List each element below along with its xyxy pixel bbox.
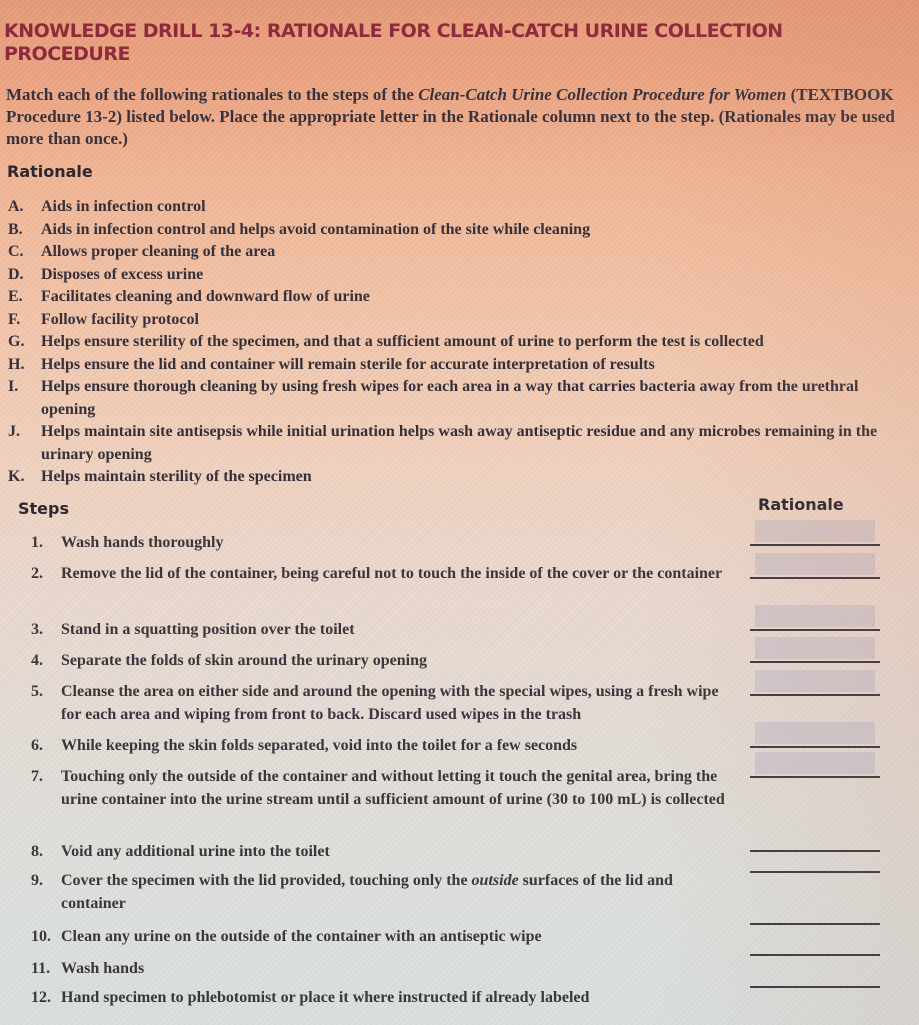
procedure-name: Clean-Catch Urine Collection Procedure for Women: [418, 85, 787, 104]
rationale-heading: Rationale: [7, 162, 93, 181]
step-8: [31, 841, 731, 864]
step-number: 11.: [31, 960, 51, 977]
rationale-text: Follow facility protocol: [41, 310, 199, 328]
answer-blank-step-3[interactable]: [750, 605, 880, 631]
steps-heading: Steps: [18, 499, 69, 518]
rationale-letter: G.: [8, 333, 25, 350]
step-text: Void any additional urine into the toilet: [61, 843, 330, 860]
answer-blank-step-2[interactable]: [750, 553, 880, 579]
rationale-letter: E.: [8, 288, 23, 305]
page-title: KNOWLEDGE DRILL 13-4: RATIONALE FOR CLEAN-CATCH URINE COLLECTION PROCEDURE: [4, 20, 783, 65]
step-number: 4.: [31, 652, 43, 669]
step-1: [31, 532, 731, 555]
rationale-letter: B.: [8, 220, 23, 238]
step-11: [31, 958, 731, 981]
step-text: Wash hands: [61, 960, 145, 977]
step-12: [31, 987, 731, 1010]
rationale-item-c: [8, 241, 908, 264]
rationale-item-i: [8, 376, 908, 421]
instructions-text-pre: Match each of the following rationales to the steps of the: [6, 85, 419, 104]
step-3: [31, 619, 731, 642]
answer-blank-step-4[interactable]: [750, 637, 880, 663]
rationale-text: Helps ensure sterility of the specimen, and that a sufficient amount of urine to perform the test is collected: [41, 333, 764, 350]
rationale-item-a: [8, 196, 908, 219]
rationale-item-d: [8, 264, 908, 287]
step-2: [31, 563, 731, 586]
step-number: 10.: [31, 928, 51, 945]
step-text: Hand specimen to phlebotomist or place it where instructed if already labeled: [61, 989, 590, 1006]
step-text-emphasis: outside: [471, 872, 519, 889]
answer-blank-step-11[interactable]: [750, 930, 880, 956]
rationale-text: Disposes of excess urine: [41, 265, 204, 283]
instructions: [6, 84, 906, 150]
rationale-item-j: [8, 421, 908, 466]
answer-blank-step-6[interactable]: [750, 722, 880, 748]
step-text: While keeping the skin folds separated, void into the toilet for a few seconds: [61, 737, 578, 754]
rationale-text: Aids in infection control and helps avoid contamination of the site while cleaning: [41, 220, 591, 238]
rationale-text: Allows proper cleaning of the area: [41, 243, 276, 260]
rationale-letter: C.: [8, 243, 24, 260]
rationale-text: Helps maintain site antisepsis while initial urination helps wash away antiseptic residue and any microbes remaining in the urinary opening: [41, 423, 878, 463]
step-number: 2.: [31, 565, 43, 582]
rationale-letter: A.: [8, 198, 24, 215]
rationale-text: Facilitates cleaning and downward flow of urine: [41, 288, 370, 305]
answer-blank-step-9[interactable]: [750, 847, 880, 873]
step-6: [31, 735, 731, 758]
step-text: Cleanse the area on either side and around the opening with the special wipes, using a fresh wipe for each area and wiping from front to back. Discard used wipes in the trash: [61, 683, 719, 723]
step-number: 8.: [31, 843, 43, 860]
rationale-item-f: [8, 309, 908, 332]
step-number: 6.: [31, 737, 43, 754]
step-text-pre: Cover the specimen with the lid provided, touching only the: [61, 872, 472, 889]
step-text: [31, 870, 731, 915]
step-text-post: surfaces of the lid and container: [61, 872, 673, 912]
step-text: Stand in a squatting position over the toilet: [61, 621, 355, 638]
rationale-letter: J.: [8, 423, 20, 440]
step-text: Clean any urine on the outside of the container with an antiseptic wipe: [61, 928, 542, 945]
rationale-column-heading: Rationale: [758, 495, 844, 514]
answer-blank-step-12[interactable]: [750, 962, 880, 988]
instructions-text-post: (TEXTBOOK Procedure 13-2) listed below. Place the appropriate letter in the Rationale column next to the step. (Rationales may be used more than once.): [6, 85, 895, 148]
step-9: [31, 870, 731, 915]
step-text: Remove the lid of the container, being careful not to touch the inside of the cover or the container: [61, 565, 723, 582]
step-5: [31, 681, 731, 726]
rationale-item-b: [8, 219, 908, 242]
rationale-text: Helps ensure thorough cleaning by using fresh wipes for each area in a way that carries bacteria away from the urethral opening: [41, 378, 859, 418]
step-10: [31, 926, 731, 949]
rationale-letter: K.: [8, 468, 25, 485]
rationale-letter: I.: [8, 378, 19, 395]
rationale-letter: F.: [8, 310, 21, 328]
rationale-item-h: [8, 354, 908, 377]
step-text: Touching only the outside of the container and without letting it touch the genital area, bring the urine container into the urine stream until a sufficient amount of urine (30 to 100 mL) is collected: [61, 768, 725, 808]
answer-blank-step-1[interactable]: [750, 520, 880, 546]
rationale-text: Helps ensure the lid and container will remain sterile for accurate interpretation of results: [41, 355, 655, 373]
step-text: Separate the folds of skin around the urinary opening: [61, 652, 427, 669]
rationale-text: Aids in infection control: [41, 198, 206, 215]
step-number: 12.: [31, 989, 51, 1006]
rationale-item-k: [8, 466, 908, 489]
step-4: [31, 650, 731, 673]
step-number: 7.: [31, 768, 43, 785]
step-number: 5.: [31, 683, 43, 700]
answer-blank-step-7[interactable]: [750, 752, 880, 778]
step-number: 9.: [31, 872, 43, 889]
rationale-letter: H.: [8, 355, 25, 373]
answer-blank-step-5[interactable]: [750, 670, 880, 696]
rationale-item-e: [8, 286, 908, 309]
step-7: [31, 766, 731, 811]
rationale-letter: D.: [8, 265, 24, 283]
step-text: Wash hands thoroughly: [61, 534, 224, 551]
rationale-list: [8, 196, 908, 489]
step-number: 1.: [31, 534, 43, 551]
answer-blank-step-10[interactable]: [750, 899, 880, 925]
rationale-text: Helps maintain sterility of the specimen: [41, 468, 312, 485]
step-number: 3.: [31, 621, 43, 638]
rationale-item-g: [8, 331, 908, 354]
